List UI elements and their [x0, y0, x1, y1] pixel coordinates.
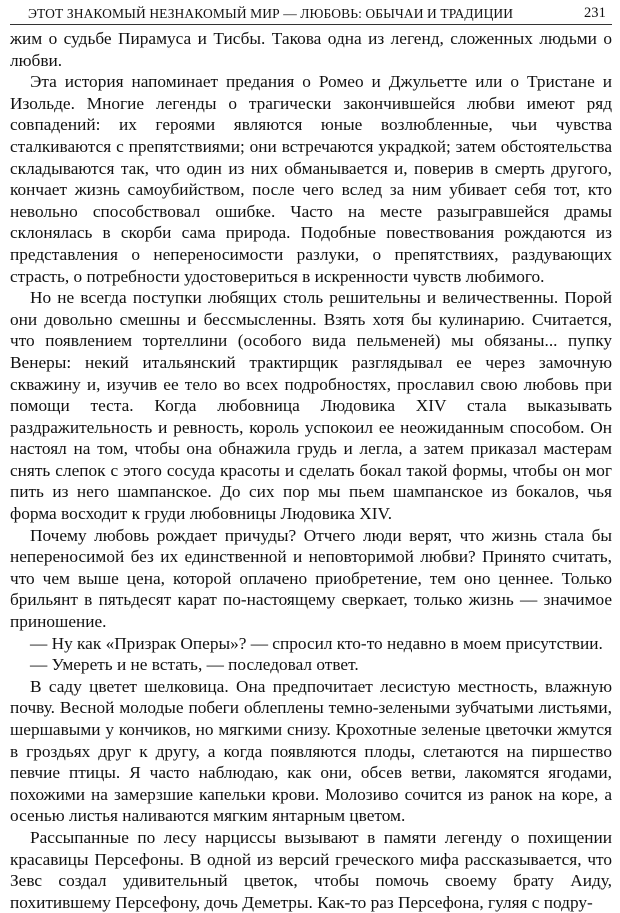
paragraph: Эта история напоминает предания о Ромео и Джульетте или о Тристане и Изольде. Многие легенды о трагически закончившейся любви имеют ряд совпадений: их героями являются юные возлюбленные, чьи чувства сталкиваются с препятствиями; они встречаются украдкой; затем обстоятельства складываются так, что один из них обманывается и, поверив в смерть другого, кончает жизнь самоубийством, после чего вслед за ним убивает себя тот, кто невольно способствовал ошибке. Часто на месте разыгравшейся драмы склонялась в скорби сама природа. Подобные повествования рождаются из представления о непереносимости разлуки, о препятствиях, раздувающих страсть, о потребности удостовериться в искренности чувств любимого. [10, 72, 612, 286]
paragraph: Рассыпанные по лесу нарциссы вызывают в памяти легенду о похищении красавицы Персефоны. В одной из версий греческого мифа рассказывается, что Зевс создал удивительный цветок, чтобы помочь своему брату Аиду, похитившему Персефону, дочь Деметры. Как-то раз Персефона, гуляя с подру- [10, 827, 612, 912]
dialogue-line: — Умереть и не встать, — последовал ответ. [30, 655, 359, 675]
paragraph-continuation: жим о судьбе Пирамуса и Тисбы. Такова одна из легенд, сложенных людьми о любви. [10, 29, 612, 70]
running-header [10, 2, 612, 25]
paragraph: В саду цветет шелковица. Она предпочитает лесистую местность, влажную почву. Весной молодые побеги облеплены темно-зелеными зубчатыми листьями, шершавыми у кончиков, но мягкими снизу. Крохотные зеленые цветочки жмутся в гроздьях друг к другу, а когда появляются плоды, слетаются на пиршество певчие птицы. Я часто наблюдаю, как они, обсев ветви, лакомятся ягодами, похожими на замерзшие капельки крови. Молозиво сочится из ранок на коре, а осенью листья наливаются мягким янтарным цветом. [10, 676, 612, 826]
page-number: 231 [583, 5, 606, 21]
page-body [10, 28, 612, 913]
paragraph: Но не всегда поступки любящих столь решительны и величественны. Порой они довольно смешны и бессмысленны. Взять хотя бы кулинарию. Считается, что появлением тортеллини (особого вида пельменей) мы обязаны... пупку Венеры: некий итальянский трактирщик разглядывал ее через замочную скважину и, изучив ее тело во всех подробностях, прославил свою любовь при помощи теста. Когда любовница Людовика XIV стала выказывать раздражительность и ревность, король успокоил ее неожиданным способом. Он настоял на том, чтобы она обнажила грудь и легла, а затем приказал мастерам снять слепок с этого сосуда красоты и сделать бокал такой формы, чтобы он мог пить из него шампанское. До сих пор мы пьем шампанское из бокалов, чья форма восходит к груди любовницы Людовика XIV. [10, 288, 612, 524]
running-title: ЭТОТ ЗНАКОМЫЙ НЕЗНАКОМЫЙ МИР — ЛЮБОВЬ: ОБЫЧАИ И ТРАДИЦИИ [28, 6, 514, 21]
dialogue-line: — Ну как «Призрак Оперы»? — спросил кто-то недавно в моем присутствии. [30, 633, 603, 653]
paragraph: Почему любовь рождает причуды? Отчего люди верят, что жизнь стала бы непереносимой без их единственной и неповторимой любви? Принято считать, что чем выше цена, которой оплачено приобретение, тем оно ценнее. Только брильянт в пятьдесят карат по-настоящему сверкает, только жизнь — значимое приношение. [10, 525, 612, 632]
